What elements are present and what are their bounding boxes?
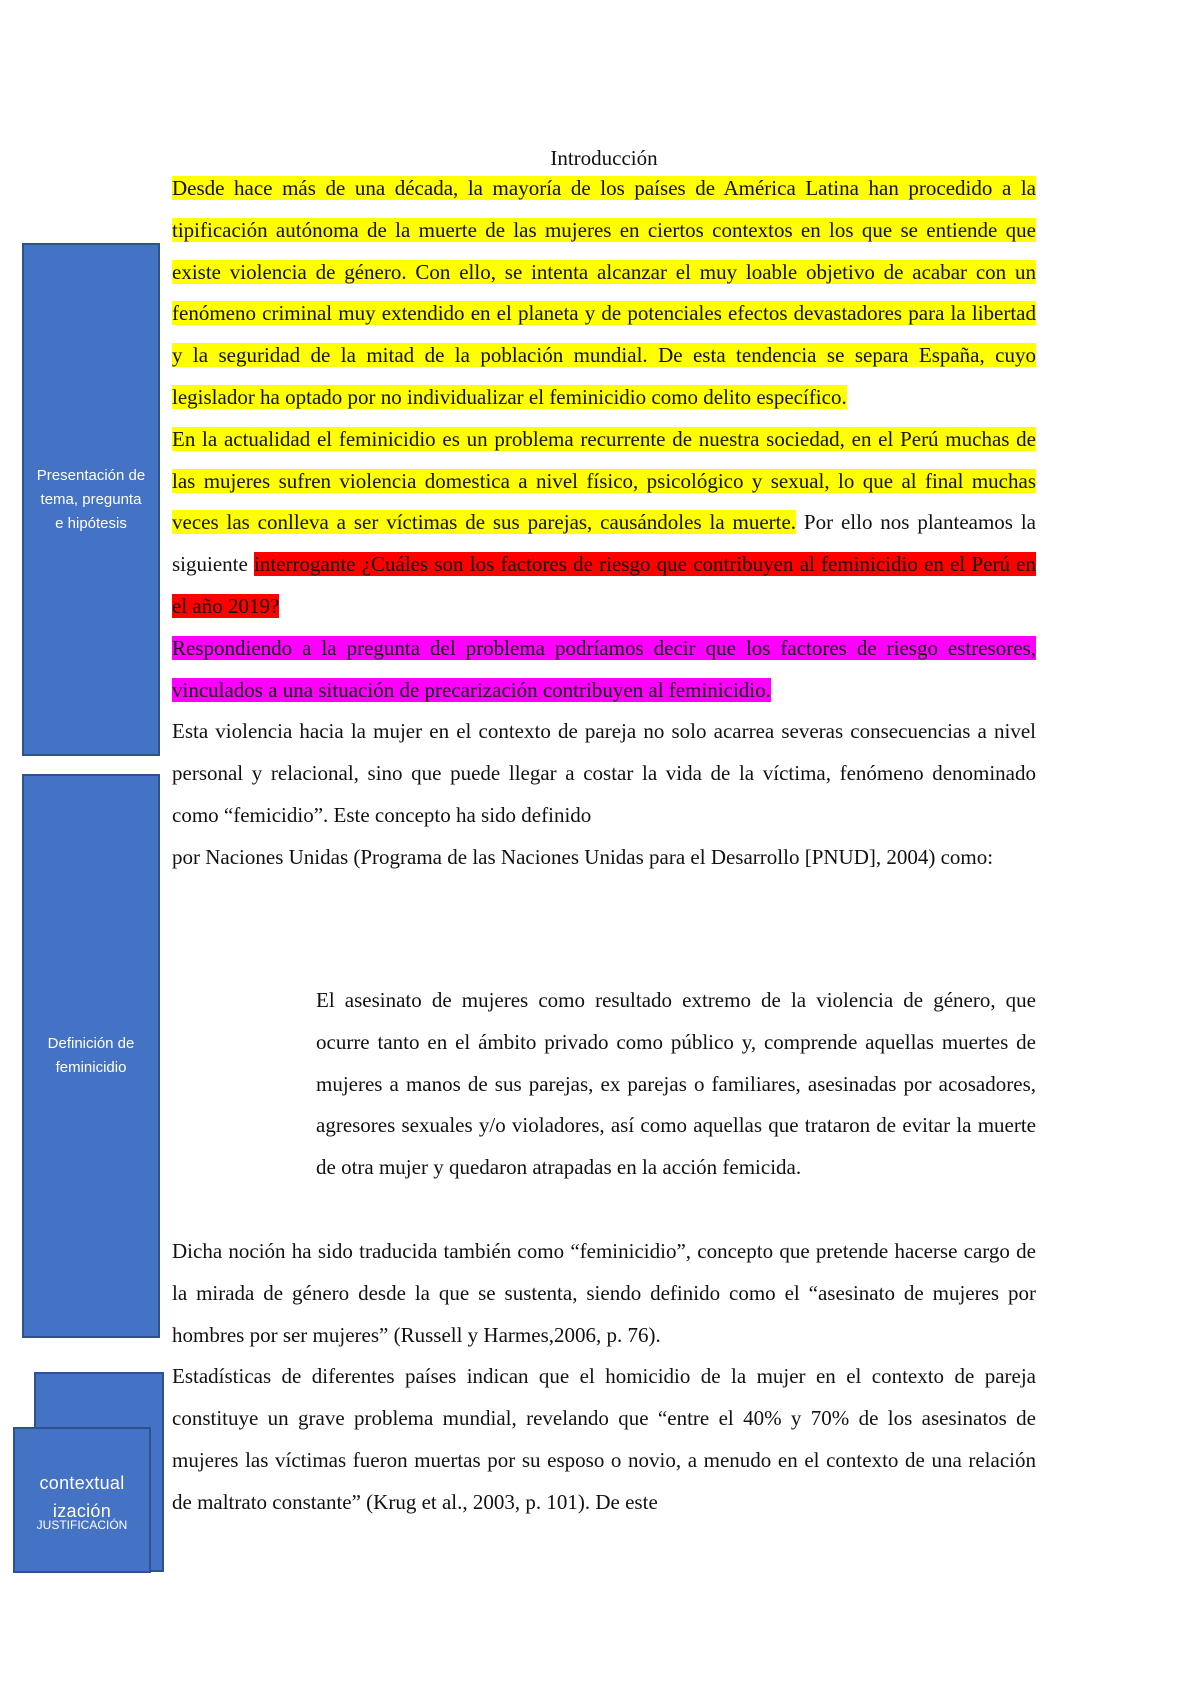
- paragraph-definition-intro: Esta violencia hacia la mujer en el contexto de pareja no solo acarrea severas consecuencias a nivel personal y relacional, sino que puede llegar a costar la vida de la víctima, fenómeno denominado como “femicidio”. Este concepto ha sido definido: [172, 719, 1036, 827]
- paragraph-problem: [172, 419, 1036, 628]
- annotation-label-contextualization: contextual ización: [39, 1473, 125, 1521]
- annotation-label: Presentación de tema, pregunta e hipótesis: [36, 466, 146, 532]
- document-title: Introducción: [550, 146, 658, 170]
- paragraph-hypothesis: [172, 628, 1036, 712]
- block-quote: [316, 980, 1036, 1189]
- paragraph-intro: [172, 168, 1036, 419]
- highlight-red-question: interrogante ¿Cuáles son los factores de riesgo que contribuyen al feminicidio en el Perú en el año 2019?: [172, 552, 1036, 618]
- paragraph-feminicidio-notion: Dicha noción ha sido traducida también como “feminicidio”, concepto que pretende hacerse cargo de la mirada de género desde la que se sustenta, siendo definido como el “asesinato de mujeres por hombres por ser mujeres” (Russell y Harmes,2006, p. 76).: [172, 1239, 1036, 1347]
- annotation-label-justification: JUSTIFICACIÓN: [36, 1518, 128, 1532]
- plain-text: Por ello nos planteamos la siguiente: [172, 510, 1036, 577]
- annotation-label: Definición de feminicidio: [47, 1035, 135, 1076]
- paragraph-statistics: Estadísticas de diferentes países indican que el homicidio de la mujer en el contexto de pareja constituye un grave problema mundial, revelando que “entre el 40% y 70% de los asesinatos de mujeres las víctimas fueron muertas por su esposo o novio, a menudo en el contexto de una relación de maltrato constante” (Krug et al., 2003, p. 101). De este: [172, 1364, 1036, 1514]
- body-text: [172, 168, 1036, 879]
- annotation-box-contextualization: [13, 1427, 151, 1573]
- quote-text: El asesinato de mujeres como resultado extremo de la violencia de género, que ocurre tanto en el ámbito privado como público y, comprende aquellas muertes de mujeres a manos de sus parejas, ex parejas o familiares, asesinadas por acosadores, agresores sexuales y/o violadores, así como aquellas que trataron de evitar la muerte de otra mujer y quedaron atrapadas en la acción femicida.: [316, 988, 1036, 1180]
- paragraph-definition-source: por Naciones Unidas (Programa de las Naciones Unidas para el Desarrollo [PNUD], 2004) como:: [172, 844, 994, 869]
- annotation-box-presentation: [22, 243, 160, 756]
- highlight-magenta-hypothesis: Respondiendo a la pregunta del problema podríamos decir que los factores de riesgo estresores, vinculados a una situación de precarización contribuyen al feminicidio.: [172, 635, 1036, 702]
- annotation-box-definition: [22, 774, 160, 1338]
- highlight-yellow: Desde hace más de una década, la mayoría de los países de América Latina han procedido a la tipificación autónoma de la muerte de las mujeres en ciertos contextos en los que se entiende que existe violencia de género. Con ello, se intenta alcanzar el muy loable objetivo de acabar con un fenómeno criminal muy extendido en el planeta y de potenciales efectos devastadores para la libertad y la seguridad de la mitad de la población mundial. De esta tendencia se separa España, cuyo legislador ha optado por no individualizar el feminicidio como delito específico.: [172, 176, 1036, 409]
- body-text-continued: [172, 1231, 1036, 1524]
- highlight-yellow: En la actualidad el feminicidio es un problema recurrente de nuestra sociedad, en el Perú muchas de las mujeres sufren violencia domestica a nivel físico, psicológico y sexual, lo que al final muchas veces las conlleva a ser víctimas de sus parejas, causándoles la muerte.: [172, 426, 1036, 535]
